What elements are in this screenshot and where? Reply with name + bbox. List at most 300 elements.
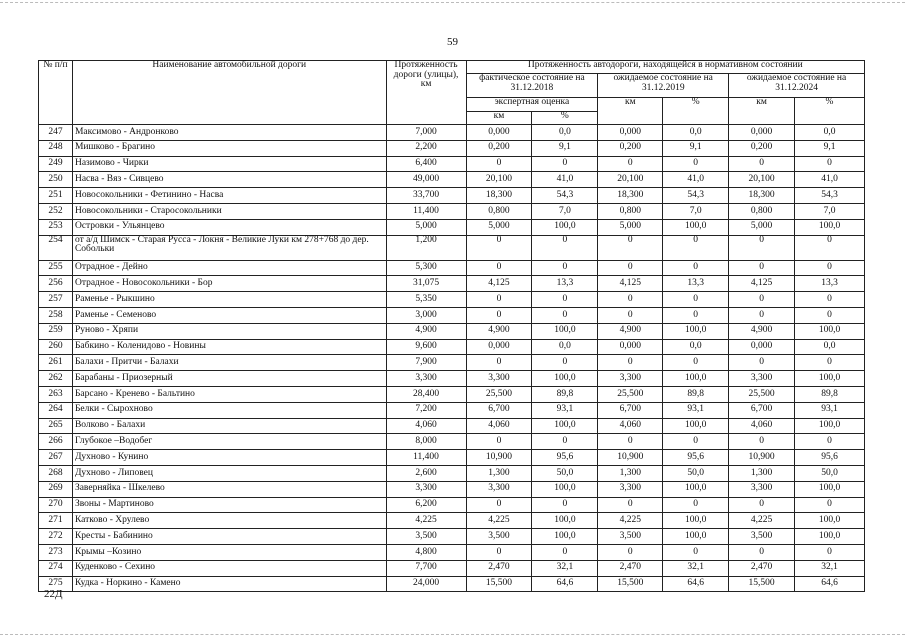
percent-2018: 0 <box>532 307 598 323</box>
km-2024: 0,000 <box>729 125 795 141</box>
km-2024: 0 <box>729 260 795 276</box>
road-name: Насва - Вяз - Сивцево <box>72 172 386 188</box>
km-2024: 0 <box>729 292 795 308</box>
km-2019: 0,000 <box>598 125 663 141</box>
km-2018: 0 <box>466 292 532 308</box>
km-2018: 6,700 <box>466 402 532 418</box>
road-name: Волково - Балахи <box>72 418 386 434</box>
table-row <box>39 576 865 592</box>
percent-2024: 41,0 <box>795 172 865 188</box>
percent-2019: 13,3 <box>663 276 729 292</box>
km-2024: 0,000 <box>729 339 795 355</box>
table-row <box>39 188 865 204</box>
percent-2018: 41,0 <box>532 172 598 188</box>
percent-2019: 41,0 <box>663 172 729 188</box>
table-row <box>39 481 865 497</box>
scan-edge-bottom <box>0 634 905 636</box>
km-2019: 15,500 <box>598 576 663 592</box>
km-2019: 5,000 <box>598 219 663 235</box>
km-2019: 1,300 <box>598 465 663 481</box>
table-row <box>39 203 865 219</box>
km-2018: 0 <box>466 497 532 513</box>
percent-2024: 0 <box>795 307 865 323</box>
percent-2018: 89,8 <box>532 386 598 402</box>
row-number: 255 <box>39 260 73 276</box>
km-2019: 0 <box>598 307 663 323</box>
percent-2024: 0 <box>795 434 865 450</box>
percent-2024: 100,0 <box>795 371 865 387</box>
km-2024: 18,300 <box>729 188 795 204</box>
road-name: Белки - Сырохново <box>72 402 386 418</box>
header-length: Протяженность дороги (улицы), км <box>386 61 466 125</box>
table-row <box>39 235 865 260</box>
percent-2024: 100,0 <box>795 323 865 339</box>
km-2024: 0 <box>729 307 795 323</box>
row-number: 247 <box>39 125 73 141</box>
km-2019: 0 <box>598 235 663 260</box>
road-length: 7,900 <box>386 355 466 371</box>
percent-2024: 100,0 <box>795 418 865 434</box>
table-row <box>39 529 865 545</box>
table-row <box>39 339 865 355</box>
km-2024: 0 <box>729 434 795 450</box>
road-length: 1,200 <box>386 235 466 260</box>
road-length: 7,000 <box>386 125 466 141</box>
road-length: 4,800 <box>386 544 466 560</box>
percent-2019: 100,0 <box>663 219 729 235</box>
km-2019: 3,300 <box>598 481 663 497</box>
header-expected-2024: ожидаемое состояние на 31.12.2024 <box>729 74 865 98</box>
km-2019: 0,800 <box>598 203 663 219</box>
table-row <box>39 307 865 323</box>
km-2019: 4,225 <box>598 513 663 529</box>
km-2018: 0,200 <box>466 140 532 156</box>
row-number: 263 <box>39 386 73 402</box>
percent-2018: 32,1 <box>532 560 598 576</box>
km-2024: 3,300 <box>729 371 795 387</box>
table-header <box>39 61 865 125</box>
km-2018: 0 <box>466 434 532 450</box>
percent-2018: 0 <box>532 497 598 513</box>
roads-table <box>38 60 865 592</box>
percent-2018: 0 <box>532 260 598 276</box>
row-number: 268 <box>39 465 73 481</box>
road-name: Островки - Ульянцево <box>72 219 386 235</box>
road-length: 7,200 <box>386 402 466 418</box>
row-number: 249 <box>39 156 73 172</box>
km-2019: 0 <box>598 292 663 308</box>
km-2019: 6,700 <box>598 402 663 418</box>
percent-2024: 0,0 <box>795 339 865 355</box>
km-2019: 0 <box>598 544 663 560</box>
percent-2019: 100,0 <box>663 513 729 529</box>
row-number: 262 <box>39 371 73 387</box>
km-2024: 20,100 <box>729 172 795 188</box>
km-2024: 4,125 <box>729 276 795 292</box>
km-2018: 5,000 <box>466 219 532 235</box>
percent-2019: 0 <box>663 544 729 560</box>
row-number: 252 <box>39 203 73 219</box>
km-2018: 2,470 <box>466 560 532 576</box>
percent-2018: 64,6 <box>532 576 598 592</box>
header-percent-2024: % <box>795 98 865 125</box>
percent-2024: 100,0 <box>795 513 865 529</box>
road-name: Барабаны - Приозерный <box>72 371 386 387</box>
percent-2019: 0 <box>663 156 729 172</box>
km-2024: 4,225 <box>729 513 795 529</box>
percent-2024: 89,8 <box>795 386 865 402</box>
road-length: 4,225 <box>386 513 466 529</box>
percent-2018: 0 <box>532 235 598 260</box>
header-percent-2019: % <box>663 98 729 125</box>
percent-2018: 100,0 <box>532 418 598 434</box>
percent-2018: 93,1 <box>532 402 598 418</box>
percent-2024: 50,0 <box>795 465 865 481</box>
table-row <box>39 140 865 156</box>
km-2018: 25,500 <box>466 386 532 402</box>
table-row <box>39 402 865 418</box>
percent-2024: 0 <box>795 292 865 308</box>
road-length: 11,400 <box>386 450 466 466</box>
km-2024: 2,470 <box>729 560 795 576</box>
table-row <box>39 172 865 188</box>
km-2024: 3,500 <box>729 529 795 545</box>
percent-2024: 7,0 <box>795 203 865 219</box>
row-number: 257 <box>39 292 73 308</box>
road-length: 3,300 <box>386 371 466 387</box>
percent-2024: 54,3 <box>795 188 865 204</box>
percent-2024: 0 <box>795 355 865 371</box>
road-name: Раменье - Семеново <box>72 307 386 323</box>
header-expert-estimate: экспертная оценка <box>466 98 598 112</box>
table-row <box>39 260 865 276</box>
road-length: 3,000 <box>386 307 466 323</box>
road-length: 4,900 <box>386 323 466 339</box>
road-name: Звоны - Мартиново <box>72 497 386 513</box>
road-name: Духново - Липовец <box>72 465 386 481</box>
road-name: Отрадное - Новосокольники - Бор <box>72 276 386 292</box>
percent-2018: 54,3 <box>532 188 598 204</box>
road-name: Максимово - Андронково <box>72 125 386 141</box>
percent-2024: 32,1 <box>795 560 865 576</box>
header-actual-2018: фактическое состояние на 31.12.2018 <box>466 74 598 98</box>
percent-2024: 100,0 <box>795 529 865 545</box>
percent-2019: 0 <box>663 355 729 371</box>
km-2019: 10,900 <box>598 450 663 466</box>
percent-2024: 100,0 <box>795 481 865 497</box>
percent-2018: 0 <box>532 544 598 560</box>
road-name: Назимово - Чирки <box>72 156 386 172</box>
km-2018: 4,900 <box>466 323 532 339</box>
row-number: 261 <box>39 355 73 371</box>
road-name: Бабкино - Коленидово - Новины <box>72 339 386 355</box>
row-number: 254 <box>39 235 73 260</box>
km-2018: 10,900 <box>466 450 532 466</box>
percent-2018: 0,0 <box>532 125 598 141</box>
percent-2018: 0 <box>532 156 598 172</box>
percent-2024: 93,1 <box>795 402 865 418</box>
road-length: 3,300 <box>386 481 466 497</box>
percent-2019: 9,1 <box>663 140 729 156</box>
percent-2019: 100,0 <box>663 371 729 387</box>
percent-2019: 50,0 <box>663 465 729 481</box>
percent-2018: 0 <box>532 355 598 371</box>
km-2018: 0 <box>466 156 532 172</box>
km-2019: 3,300 <box>598 371 663 387</box>
table-row <box>39 560 865 576</box>
row-number: 270 <box>39 497 73 513</box>
km-2018: 3,500 <box>466 529 532 545</box>
road-name: Барсано - Кренево - Бальтино <box>72 386 386 402</box>
percent-2019: 0 <box>663 260 729 276</box>
km-2019: 0,200 <box>598 140 663 156</box>
km-2018: 0 <box>466 307 532 323</box>
km-2024: 4,900 <box>729 323 795 339</box>
row-number: 251 <box>39 188 73 204</box>
table-row <box>39 450 865 466</box>
page-number: 59 <box>447 36 458 48</box>
row-number: 275 <box>39 576 73 592</box>
percent-2024: 0,0 <box>795 125 865 141</box>
table-row <box>39 434 865 450</box>
km-2019: 0 <box>598 355 663 371</box>
km-2024: 0 <box>729 544 795 560</box>
header-km-2018: км <box>466 112 532 125</box>
table-row <box>39 513 865 529</box>
km-2018: 0 <box>466 260 532 276</box>
row-number: 260 <box>39 339 73 355</box>
road-name: Глубокое –Водобег <box>72 434 386 450</box>
road-length: 6,200 <box>386 497 466 513</box>
percent-2018: 0,0 <box>532 339 598 355</box>
km-2024: 25,500 <box>729 386 795 402</box>
percent-2019: 93,1 <box>663 402 729 418</box>
percent-2024: 0 <box>795 156 865 172</box>
road-length: 8,000 <box>386 434 466 450</box>
km-2019: 4,900 <box>598 323 663 339</box>
road-name: от а/д Шимск - Старая Русса - Локня - Великие Луки км 278+768 до дер. Собольки <box>72 235 386 260</box>
km-2019: 3,500 <box>598 529 663 545</box>
road-length: 6,400 <box>386 156 466 172</box>
table-row <box>39 219 865 235</box>
percent-2018: 100,0 <box>532 371 598 387</box>
km-2018: 4,225 <box>466 513 532 529</box>
percent-2019: 95,6 <box>663 450 729 466</box>
percent-2019: 54,3 <box>663 188 729 204</box>
km-2019: 20,100 <box>598 172 663 188</box>
road-name: Балахи - Притчи - Балахи <box>72 355 386 371</box>
km-2024: 0,200 <box>729 140 795 156</box>
table-body <box>39 125 865 592</box>
table-row <box>39 355 865 371</box>
km-2018: 0,000 <box>466 339 532 355</box>
road-length: 24,000 <box>386 576 466 592</box>
percent-2018: 100,0 <box>532 529 598 545</box>
percent-2019: 0 <box>663 292 729 308</box>
km-2019: 0 <box>598 156 663 172</box>
row-number: 264 <box>39 402 73 418</box>
km-2018: 4,060 <box>466 418 532 434</box>
row-number: 269 <box>39 481 73 497</box>
road-length: 5,350 <box>386 292 466 308</box>
km-2018: 4,125 <box>466 276 532 292</box>
header-percent-2018: % <box>532 112 598 125</box>
road-length: 31,075 <box>386 276 466 292</box>
percent-2024: 0 <box>795 497 865 513</box>
row-number: 256 <box>39 276 73 292</box>
percent-2024: 13,3 <box>795 276 865 292</box>
road-length: 5,000 <box>386 219 466 235</box>
percent-2018: 95,6 <box>532 450 598 466</box>
km-2018: 0,000 <box>466 125 532 141</box>
percent-2024: 100,0 <box>795 219 865 235</box>
percent-2019: 0 <box>663 307 729 323</box>
table-row <box>39 497 865 513</box>
percent-2024: 0 <box>795 544 865 560</box>
road-name: Отрадное - Дейно <box>72 260 386 276</box>
row-number: 273 <box>39 544 73 560</box>
km-2019: 2,470 <box>598 560 663 576</box>
road-name: Крымы –Козино <box>72 544 386 560</box>
road-length: 2,600 <box>386 465 466 481</box>
km-2024: 0 <box>729 235 795 260</box>
percent-2019: 100,0 <box>663 323 729 339</box>
road-length: 7,700 <box>386 560 466 576</box>
percent-2024: 0 <box>795 260 865 276</box>
table-row <box>39 371 865 387</box>
percent-2018: 100,0 <box>532 219 598 235</box>
percent-2024: 0 <box>795 235 865 260</box>
table-row <box>39 386 865 402</box>
percent-2018: 13,3 <box>532 276 598 292</box>
road-name: Катково - Хрулево <box>72 513 386 529</box>
road-name: Раменье - Рыкшино <box>72 292 386 308</box>
percent-2019: 89,8 <box>663 386 729 402</box>
percent-2018: 100,0 <box>532 481 598 497</box>
percent-2019: 0 <box>663 235 729 260</box>
row-number: 274 <box>39 560 73 576</box>
road-name: Духново - Кунино <box>72 450 386 466</box>
scan-edge-top <box>0 2 905 4</box>
km-2024: 6,700 <box>729 402 795 418</box>
table-row <box>39 125 865 141</box>
road-length: 28,400 <box>386 386 466 402</box>
row-number: 253 <box>39 219 73 235</box>
km-2024: 4,060 <box>729 418 795 434</box>
km-2018: 0 <box>466 235 532 260</box>
km-2018: 3,300 <box>466 371 532 387</box>
km-2024: 15,500 <box>729 576 795 592</box>
table-row <box>39 544 865 560</box>
percent-2019: 100,0 <box>663 529 729 545</box>
percent-2019: 0 <box>663 434 729 450</box>
percent-2019: 0,0 <box>663 339 729 355</box>
km-2024: 0 <box>729 355 795 371</box>
road-name: Руново - Хряпи <box>72 323 386 339</box>
km-2018: 0 <box>466 544 532 560</box>
road-name: Новосокольники - Старосокольники <box>72 203 386 219</box>
km-2024: 0 <box>729 156 795 172</box>
percent-2019: 7,0 <box>663 203 729 219</box>
road-length: 9,600 <box>386 339 466 355</box>
row-number: 266 <box>39 434 73 450</box>
road-length: 11,400 <box>386 203 466 219</box>
table-row <box>39 292 865 308</box>
km-2024: 0,800 <box>729 203 795 219</box>
km-2024: 10,900 <box>729 450 795 466</box>
percent-2018: 100,0 <box>532 323 598 339</box>
percent-2024: 64,6 <box>795 576 865 592</box>
km-2019: 0,000 <box>598 339 663 355</box>
road-name: Заверняйка - Шкелево <box>72 481 386 497</box>
table-row <box>39 156 865 172</box>
km-2019: 0 <box>598 260 663 276</box>
percent-2018: 50,0 <box>532 465 598 481</box>
footer-code: 22Д <box>44 588 63 600</box>
km-2018: 15,500 <box>466 576 532 592</box>
km-2019: 18,300 <box>598 188 663 204</box>
km-2018: 1,300 <box>466 465 532 481</box>
km-2019: 4,125 <box>598 276 663 292</box>
table-row <box>39 323 865 339</box>
row-number: 265 <box>39 418 73 434</box>
km-2018: 0,800 <box>466 203 532 219</box>
row-number: 259 <box>39 323 73 339</box>
percent-2019: 100,0 <box>663 418 729 434</box>
km-2018: 0 <box>466 355 532 371</box>
percent-2019: 0 <box>663 497 729 513</box>
header-num: № п/п <box>39 61 73 125</box>
km-2024: 1,300 <box>729 465 795 481</box>
header-km-2019: км <box>598 98 663 125</box>
row-number: 272 <box>39 529 73 545</box>
header-road-name: Наименование автомобильной дороги <box>72 61 386 125</box>
road-length: 4,060 <box>386 418 466 434</box>
percent-2024: 95,6 <box>795 450 865 466</box>
km-2018: 18,300 <box>466 188 532 204</box>
km-2019: 4,060 <box>598 418 663 434</box>
road-name: Новосокольники - Фетинино - Насва <box>72 188 386 204</box>
row-number: 267 <box>39 450 73 466</box>
header-normative-group: Протяженность автодороги, находящейся в нормативном состоянии <box>466 61 864 74</box>
percent-2018: 7,0 <box>532 203 598 219</box>
road-name: Кудка - Норкино - Камено <box>72 576 386 592</box>
header-expected-2019: ожидаемое состояние на 31.12.2019 <box>598 74 729 98</box>
header-km-2024: км <box>729 98 795 125</box>
km-2019: 0 <box>598 434 663 450</box>
percent-2024: 9,1 <box>795 140 865 156</box>
road-name: Куденково - Сехино <box>72 560 386 576</box>
table-row <box>39 418 865 434</box>
table-row <box>39 276 865 292</box>
road-length: 2,200 <box>386 140 466 156</box>
percent-2019: 0,0 <box>663 125 729 141</box>
percent-2018: 0 <box>532 434 598 450</box>
percent-2019: 64,6 <box>663 576 729 592</box>
km-2024: 0 <box>729 497 795 513</box>
km-2018: 20,100 <box>466 172 532 188</box>
km-2018: 3,300 <box>466 481 532 497</box>
km-2019: 25,500 <box>598 386 663 402</box>
row-number: 248 <box>39 140 73 156</box>
km-2024: 5,000 <box>729 219 795 235</box>
road-length: 3,500 <box>386 529 466 545</box>
road-length: 33,700 <box>386 188 466 204</box>
percent-2018: 100,0 <box>532 513 598 529</box>
row-number: 258 <box>39 307 73 323</box>
percent-2019: 100,0 <box>663 481 729 497</box>
km-2019: 0 <box>598 497 663 513</box>
